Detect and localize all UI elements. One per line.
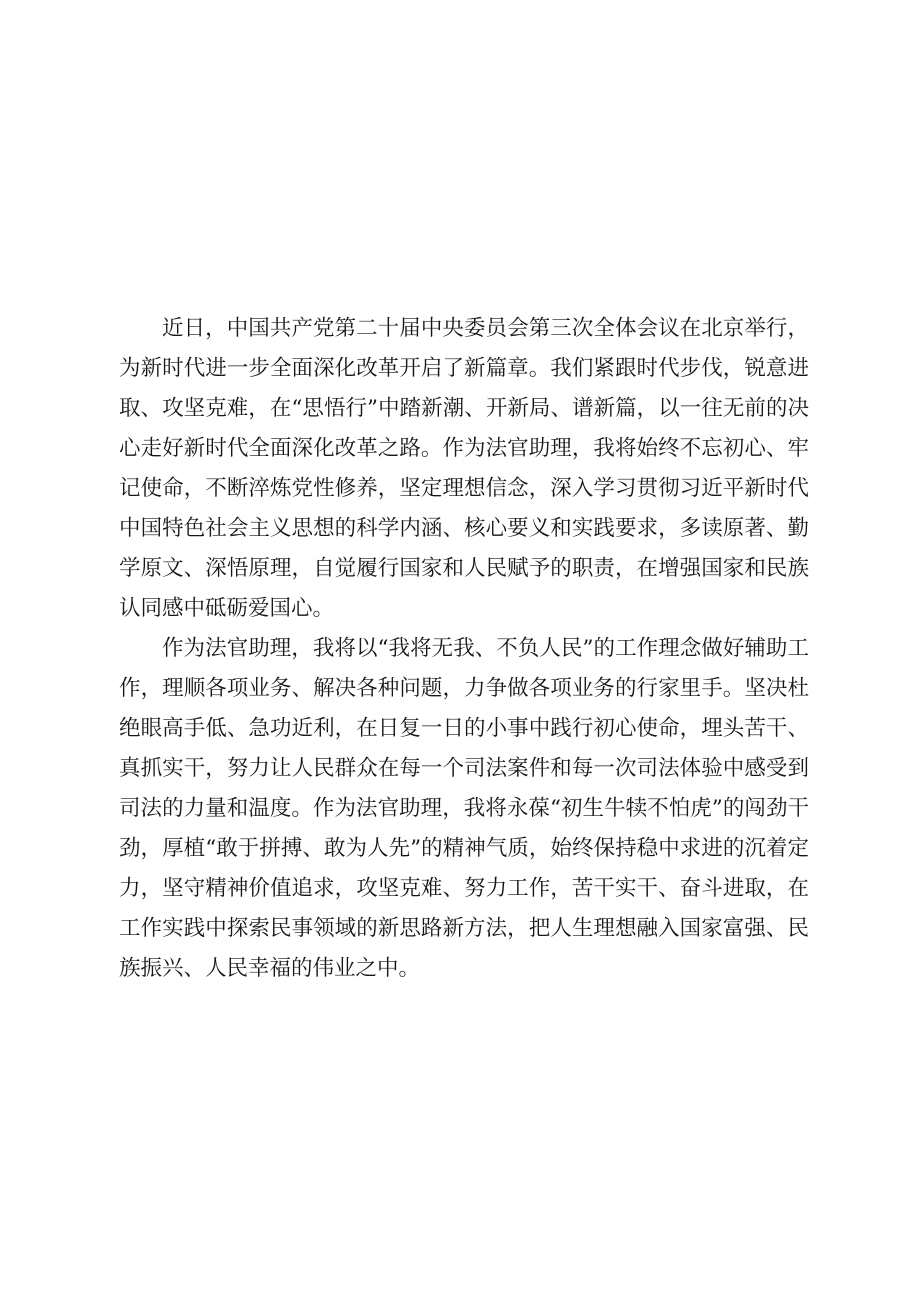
document-body <box>119 309 809 989</box>
paragraph-1: 近日，中国共产党第二十届中央委员会第三次全体会议在北京举行，为新时代进一步全面深化改革开启了新篇章。我们紧跟时代步伐，锐意进取、攻坚克难，在“思悟行”中踏新潮、开新局、谱新篇，以一往无前的决心走好新时代全面深化改革之路。作为法官助理，我将始终不忘初心、牢记使命，不断淬炼党性修养，坚定理想信念，深入学习贯彻习近平新时代中国特色社会主义思想的科学内涵、核心要义和实践要求，多读原著、勤学原文、深悟原理，自觉履行国家和人民赋予的职责，在增强国家和民族认同感中砥砺爱国心。 <box>119 316 809 621</box>
paragraph-2: 作为法官助理，我将以“我将无我、不负人民”的工作理念做好辅助工作，理顺各项业务、解决各种问题，力争做各项业务的行家里手。坚决杜绝眼高手低、急功近利，在日复一日的小事中践行初心使命，埋头苦干、真抓实干，努力让人民群众在每一个司法案件和每一次司法体验中感受到司法的力量和温度。作为法官助理，我将永葆“初生牛犊不怕虎”的闯劲干劲，厚植“敢于拼搏、敢为人先”的精神气质，始终保持稳中求进的沉着定力，坚守精神价值追求，攻坚克难、努力工作，苦干实干、奋斗进取，在工作实践中探索民事领域的新思路新方法，把人生理想融入国家富强、民族振兴、人民幸福的伟业之中。 <box>119 636 809 981</box>
